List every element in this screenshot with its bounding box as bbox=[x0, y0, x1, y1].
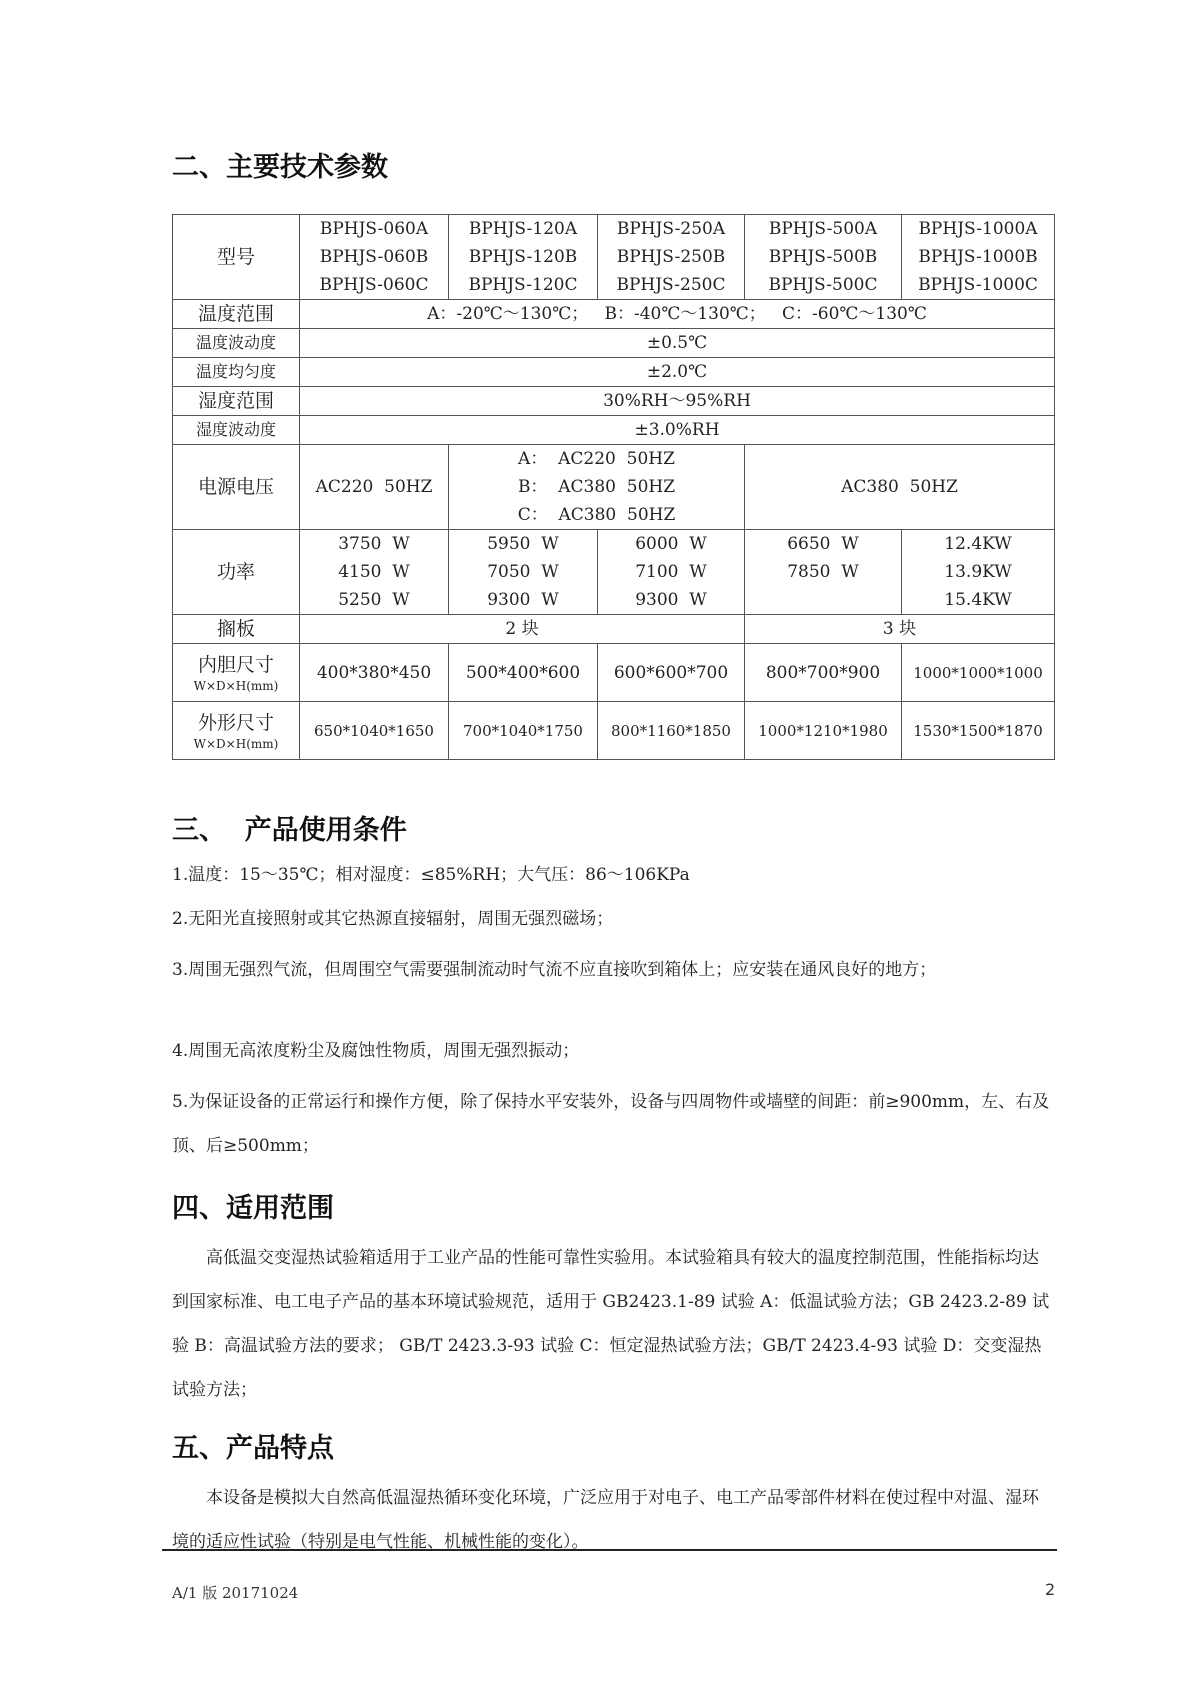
label-hum-range: 湿度范围 bbox=[173, 387, 300, 416]
table-row-power bbox=[173, 530, 1055, 615]
condition-item: 5.为保证设备的正常运行和操作方便，除了保持水平安装外，设备与四周物件或墙壁的间距：前≥900mm，左、右及顶、后≥500mm； bbox=[172, 1092, 1050, 1156]
model-cell: BPHJS-250A BPHJS-250B BPHJS-250C bbox=[598, 215, 745, 300]
table-row-hum-fluct bbox=[173, 416, 1055, 445]
value-inner-size: 1000*1000*1000 bbox=[902, 644, 1055, 702]
features-paragraph: 本设备是模拟大自然高低温湿热循环变化环境，广泛应用于对电子、电工产品零部件材料在使过程中对温、湿环境的适应性试验（特别是电气性能、机械性能的变化）。 bbox=[172, 1488, 1039, 1552]
value-power-supply: AC380 50HZ bbox=[745, 445, 1055, 530]
value-inner-size: 400*380*450 bbox=[300, 644, 449, 702]
label-outer-size: 外形尺寸 W×D×H(mm) bbox=[173, 702, 300, 760]
value-hum-range: 30%RH～95%RH bbox=[300, 387, 1055, 416]
table-row-outer-size bbox=[173, 702, 1055, 760]
label-model: 型号 bbox=[173, 215, 300, 300]
model-cell: BPHJS-120A BPHJS-120B BPHJS-120C bbox=[449, 215, 598, 300]
table-row-hum-range bbox=[173, 387, 1055, 416]
table-row-inner-size bbox=[173, 644, 1055, 702]
value-power-supply: A： AC220 50HZ B： AC380 50HZ C： AC380 50HZ bbox=[449, 445, 745, 530]
table-row-power-supply bbox=[173, 445, 1055, 530]
spec-table bbox=[172, 214, 1055, 760]
table-row-temp-fluct bbox=[173, 329, 1055, 358]
label-temp-fluct: 温度波动度 bbox=[173, 329, 300, 358]
table-row-temp-unif bbox=[173, 358, 1055, 387]
value-outer-size: 1000*1210*1980 bbox=[745, 702, 902, 760]
value-temp-unif: ±2.0℃ bbox=[300, 358, 1055, 387]
section-title-conditions: 三、 产品使用条件 bbox=[172, 815, 407, 846]
label-power-supply: 电源电压 bbox=[173, 445, 300, 530]
value-power: 3750 W 4150 W 5250 W bbox=[300, 530, 449, 615]
label-temp-range: 温度范围 bbox=[173, 300, 300, 329]
section-title-features: 五、产品特点 bbox=[172, 1433, 334, 1464]
footer-divider bbox=[162, 1549, 1057, 1551]
model-cell: BPHJS-500A BPHJS-500B BPHJS-500C bbox=[745, 215, 902, 300]
value-shelf: 2 块 bbox=[300, 615, 745, 644]
value-outer-size: 800*1160*1850 bbox=[598, 702, 745, 760]
section-title-scope: 四、适用范围 bbox=[172, 1193, 334, 1224]
scope-paragraph: 高低温交变湿热试验箱适用于工业产品的性能可靠性实验用。本试验箱具有较大的温度控制范围，性能指标均达到国家标准、电工电子产品的基本环境试验规范，适用于 GB2423.1-89 试验 A：低温试验方法；GB 2423.2-89 试验 B：高温试验方法的要求； GB/T 2423.3-93 试验 C：恒定湿热试验方法；GB/T 2423.4-93 试验 D：交变湿热试验方法； bbox=[172, 1248, 1050, 1400]
table-row-shelf bbox=[173, 615, 1055, 644]
value-inner-size: 500*400*600 bbox=[449, 644, 598, 702]
label-shelf: 搁板 bbox=[173, 615, 300, 644]
value-outer-size: 1530*1500*1870 bbox=[902, 702, 1055, 760]
value-power: 5950 W 7050 W 9300 W bbox=[449, 530, 598, 615]
value-power: 6650 W 7850 W bbox=[745, 530, 902, 615]
condition-item: 4.周围无高浓度粉尘及腐蚀性物质，周围无强烈振动； bbox=[172, 1041, 580, 1061]
label-hum-fluct: 湿度波动度 bbox=[173, 416, 300, 445]
condition-item: 2.无阳光直接照射或其它热源直接辐射，周围无强烈磁场； bbox=[172, 909, 614, 929]
condition-item: 3.周围无强烈气流，但周围空气需要强制流动时气流不应直接吹到箱体上；应安装在通风良好的地方； bbox=[172, 960, 937, 980]
footer-version: A/1 版 20171024 bbox=[172, 1584, 299, 1602]
label-inner-size: 内胆尺寸 W×D×H(mm) bbox=[173, 644, 300, 702]
value-temp-fluct: ±0.5℃ bbox=[300, 329, 1055, 358]
value-hum-fluct: ±3.0%RH bbox=[300, 416, 1055, 445]
value-temp-range: A：-20℃～130℃； B：-40℃～130℃； C：-60℃～130℃ bbox=[300, 300, 1055, 329]
page-number: 2 bbox=[1045, 1580, 1056, 1599]
section-title-specs: 二、主要技术参数 bbox=[172, 152, 388, 183]
table-row-model bbox=[173, 215, 1055, 300]
value-outer-size: 650*1040*1650 bbox=[300, 702, 449, 760]
label-power: 功率 bbox=[173, 530, 300, 615]
value-inner-size: 800*700*900 bbox=[745, 644, 902, 702]
condition-item: 1.温度：15～35℃；相对湿度：≤85%RH；大气压：86～106KPa bbox=[172, 865, 690, 885]
model-cell: BPHJS-060A BPHJS-060B BPHJS-060C bbox=[300, 215, 449, 300]
value-shelf: 3 块 bbox=[745, 615, 1055, 644]
value-inner-size: 600*600*700 bbox=[598, 644, 745, 702]
value-power-supply: AC220 50HZ bbox=[300, 445, 449, 530]
model-cell: BPHJS-1000A BPHJS-1000B BPHJS-1000C bbox=[902, 215, 1055, 300]
value-power: 6000 W 7100 W 9300 W bbox=[598, 530, 745, 615]
label-temp-unif: 温度均匀度 bbox=[173, 358, 300, 387]
value-power: 12.4KW 13.9KW 15.4KW bbox=[902, 530, 1055, 615]
value-outer-size: 700*1040*1750 bbox=[449, 702, 598, 760]
table-row-temp-range bbox=[173, 300, 1055, 329]
